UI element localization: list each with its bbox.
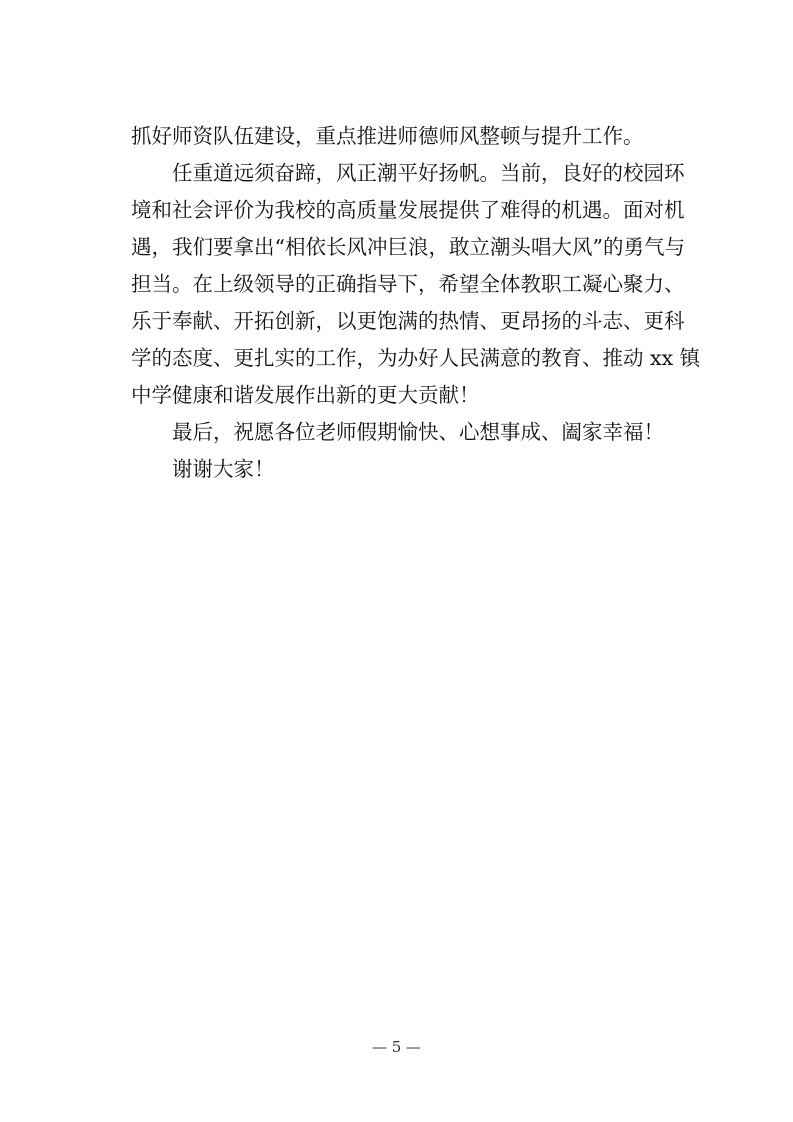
text-line: 任重道远须奋蹄，风正潮平好扬帆。当前，良好的校园环 bbox=[172, 161, 685, 185]
text-line: 乐于奉献、开拓创新，以更饱满的热情、更昂扬的斗志、更科 bbox=[131, 309, 685, 333]
document-body bbox=[131, 118, 701, 488]
text-line: 境和社会评价为我校的高质量发展提供了难得的机遇。面对机 bbox=[131, 198, 685, 222]
page-number: — 5 — bbox=[371, 1038, 422, 1056]
text-line: 遇，我们要拿出“相依长风冲巨浪，敢立潮头唱大风”的勇气与 bbox=[131, 235, 685, 259]
text-line: 担当。在上级领导的正确指导下，希望全体教职工凝心聚力、 bbox=[131, 272, 685, 296]
text-line: 中学健康和谐发展作出新的更大贡献！ bbox=[131, 383, 480, 407]
text-line: 学的态度、更扎实的工作，为办好人民满意的教育、推动 xx 镇 bbox=[131, 346, 701, 370]
text-line: 抓好师资队伍建设，重点推进师德师风整顿与提升工作。 bbox=[131, 124, 644, 148]
text-line: 谢谢大家！ bbox=[172, 457, 275, 481]
text-line: 最后，祝愿各位老师假期愉快、心想事成、阖家幸福！ bbox=[172, 420, 664, 444]
